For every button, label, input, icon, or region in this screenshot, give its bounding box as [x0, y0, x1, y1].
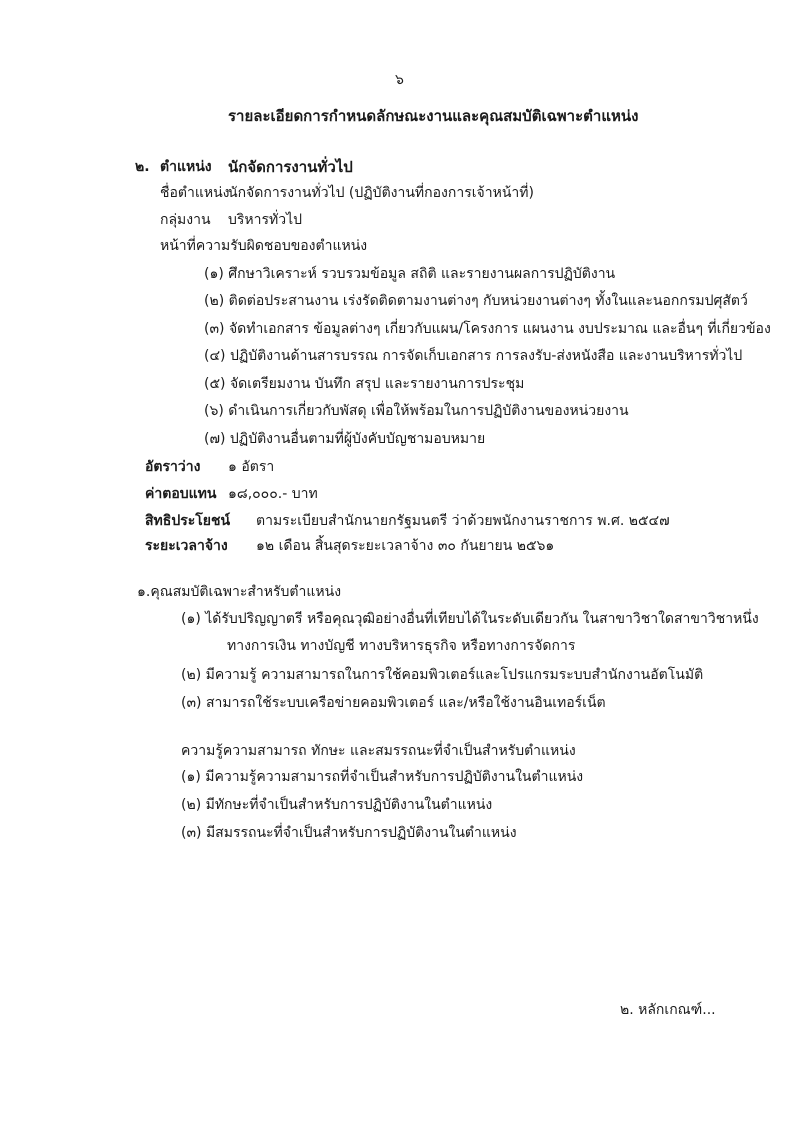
employment-period-value: ๑๒ เดือน สิ้นสุดระยะเวลาจ้าง ๓๐ กันยายน ๒๕๖๑ [256, 538, 555, 554]
qualifications-heading: ๑.คุณสมบัติเฉพาะสำหรับตำแหน่ง [137, 584, 342, 600]
duties-heading: หน้าที่ความรับผิดชอบของตำแหน่ง [160, 238, 368, 254]
salary-label: ค่าตอบแทน [145, 486, 217, 502]
duty-item: (๒) ติดต่อประสานงาน เร่งรัดติดตามงานต่างๆ กับหน่วยงานต่างๆ ทั้งในและนอกกรมปศุสัตว์ [204, 293, 748, 309]
vacancy-label: อัตราว่าง [145, 459, 201, 475]
job-group-value: บริหารทั่วไป [228, 212, 303, 228]
next-page-reference: ๒. หลักเกณฑ์... [620, 1002, 716, 1018]
page-number: ๖ [395, 72, 404, 88]
benefits-value: ตามระเบียบสำนักนายกรัฐมนตรี ว่าด้วยพนักงานราชการ พ.ศ. ๒๕๔๗ [256, 513, 670, 529]
competency-item: (๒) มีทักษะที่จำเป็นสำหรับการปฏิบัติงานในตำแหน่ง [181, 797, 493, 813]
qualification-item: (๑) ได้รับปริญญาตรี หรือคุณวุฒิอย่างอื่นที่เทียบได้ในระดับเดียวกัน ในสาขาวิชาใดสาขาวิชาหนึ่ง [181, 611, 759, 627]
duty-item: (๑) ศึกษาวิเคราะห์ รวบรวมข้อมูล สถิติ และรายงานผลการปฏิบัติงาน [204, 266, 616, 282]
employment-period-label: ระยะเวลาจ้าง [145, 538, 228, 554]
duty-item: (๓) จัดทำเอกสาร ข้อมูลต่างๆ เกี่ยวกับแผน/โครงการ แผนงาน งบประมาณ และอื่นๆ ที่เกี่ยวข้อง [204, 321, 771, 337]
salary-value: ๑๘,๐๐๐.- บาท [228, 486, 318, 502]
duty-item: (๖) ดำเนินการเกี่ยวกับพัสดุ เพื่อให้พร้อมในการปฏิบัติงานของหน่วยงาน [204, 403, 629, 419]
duty-item: (๗) ปฏิบัติงานอื่นตามที่ผู้บังคับบัญชามอบหมาย [204, 431, 486, 447]
qualification-item-continued: ทางการเงิน ทางบัญชี ทางบริหารธุรกิจ หรือทางการจัดการ [227, 638, 576, 654]
competency-item: (๑) มีความรู้ความสามารถที่จำเป็นสำหรับการปฏิบัติงานในตำแหน่ง [181, 769, 584, 785]
duty-item: (๕) จัดเตรียมงาน บันทึก สรุป และรายงานการประชุม [204, 376, 525, 392]
competency-item: (๓) มีสมรรถนะที่จำเป็นสำหรับการปฏิบัติงานในตำแหน่ง [181, 825, 517, 841]
position-name-label: ชื่อตำแหน่ง [160, 185, 230, 201]
position-label: ตำแหน่ง [160, 159, 212, 175]
job-group-label: กลุ่มงาน [160, 212, 211, 228]
duty-item: (๔) ปฏิบัติงานด้านสารบรรณ การจัดเก็บเอกสาร การลงรับ-ส่งหนังสือ และงานบริหารทั่วไป [204, 348, 743, 364]
benefits-label: สิทธิประโยชน์ [145, 513, 231, 529]
vacancy-value: ๑ อัตรา [228, 459, 275, 475]
position-name-value: นักจัดการงานทั่วไป (ปฏิบัติงานที่กองการเจ้าหน้าที่) [228, 185, 534, 201]
qualification-item: (๓) สามารถใช้ระบบเครือข่ายคอมพิวเตอร์ และ/หรือใช้งานอินเทอร์เน็ต [181, 695, 606, 711]
document-title: รายละเอียดการกำหนดลักษณะงานและคุณสมบัติเฉพาะตำแหน่ง [228, 107, 639, 125]
position-value: นักจัดการงานทั่วไป [228, 158, 353, 176]
qualification-item: (๒) มีความรู้ ความสามารถในการใช้คอมพิวเตอร์และโปรแกรมระบบสำนักงานอัตโนมัติ [181, 667, 704, 683]
competency-heading: ความรู้ความสามารถ ทักษะ และสมรรถนะที่จำเป็นสำหรับตำแหน่ง [181, 743, 576, 759]
position-number: ๒. [135, 159, 150, 175]
